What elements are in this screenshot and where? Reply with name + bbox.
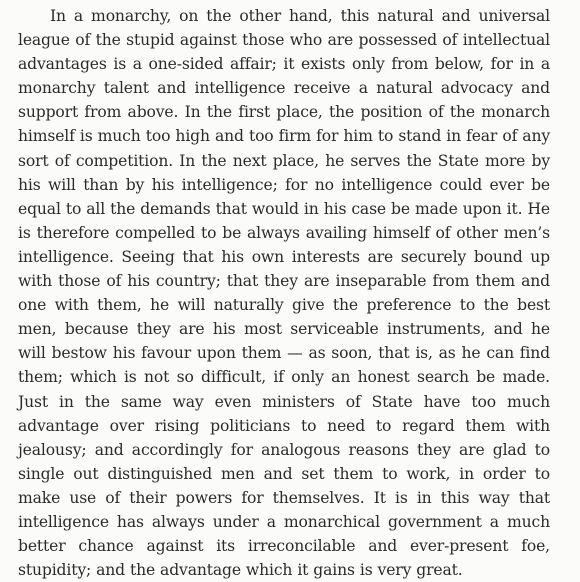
body-paragraph: In a monarchy, on the other hand, this natural and universal league of the stupid against those who are possessed of intellectual advantages is a one-sided affair; it exists only from below, for in a monarchy talent and intelligence receive a natural advocacy and support from above. In the first place, the position of the monarch himself is much too high and too firm for him to stand in fear of any sort of competition. In the next place, he serves the State more by his will than by his intelligence; for no intelligence could ever be equal to all the demands that would in his case be made upon it. He is therefore compelled to be always availing himself of other men’s intelligence. Seeing that his own interests are securely bound up with those of his country; that they are inseparable from them and one with them, he will naturally give the preference to the best men, because they are his most serviceable instruments, and he will bestow his favour upon them — as soon, that is, as he can find them; which is not so difficult, if only an honest search be made. Just in the same way even ministers of State have too much advantage over rising politicians to need to regard them with jealousy; and accordingly for analogous reasons they are glad to single out distinguished men and set them to work, in order to make use of their powers for themselves. It is in this way that intelligence has always under a monarchical government a much better chance against its irreconcilable and ever-present foe, stupidity; and the advantage which it gains is very great. <box>18 7 550 580</box>
